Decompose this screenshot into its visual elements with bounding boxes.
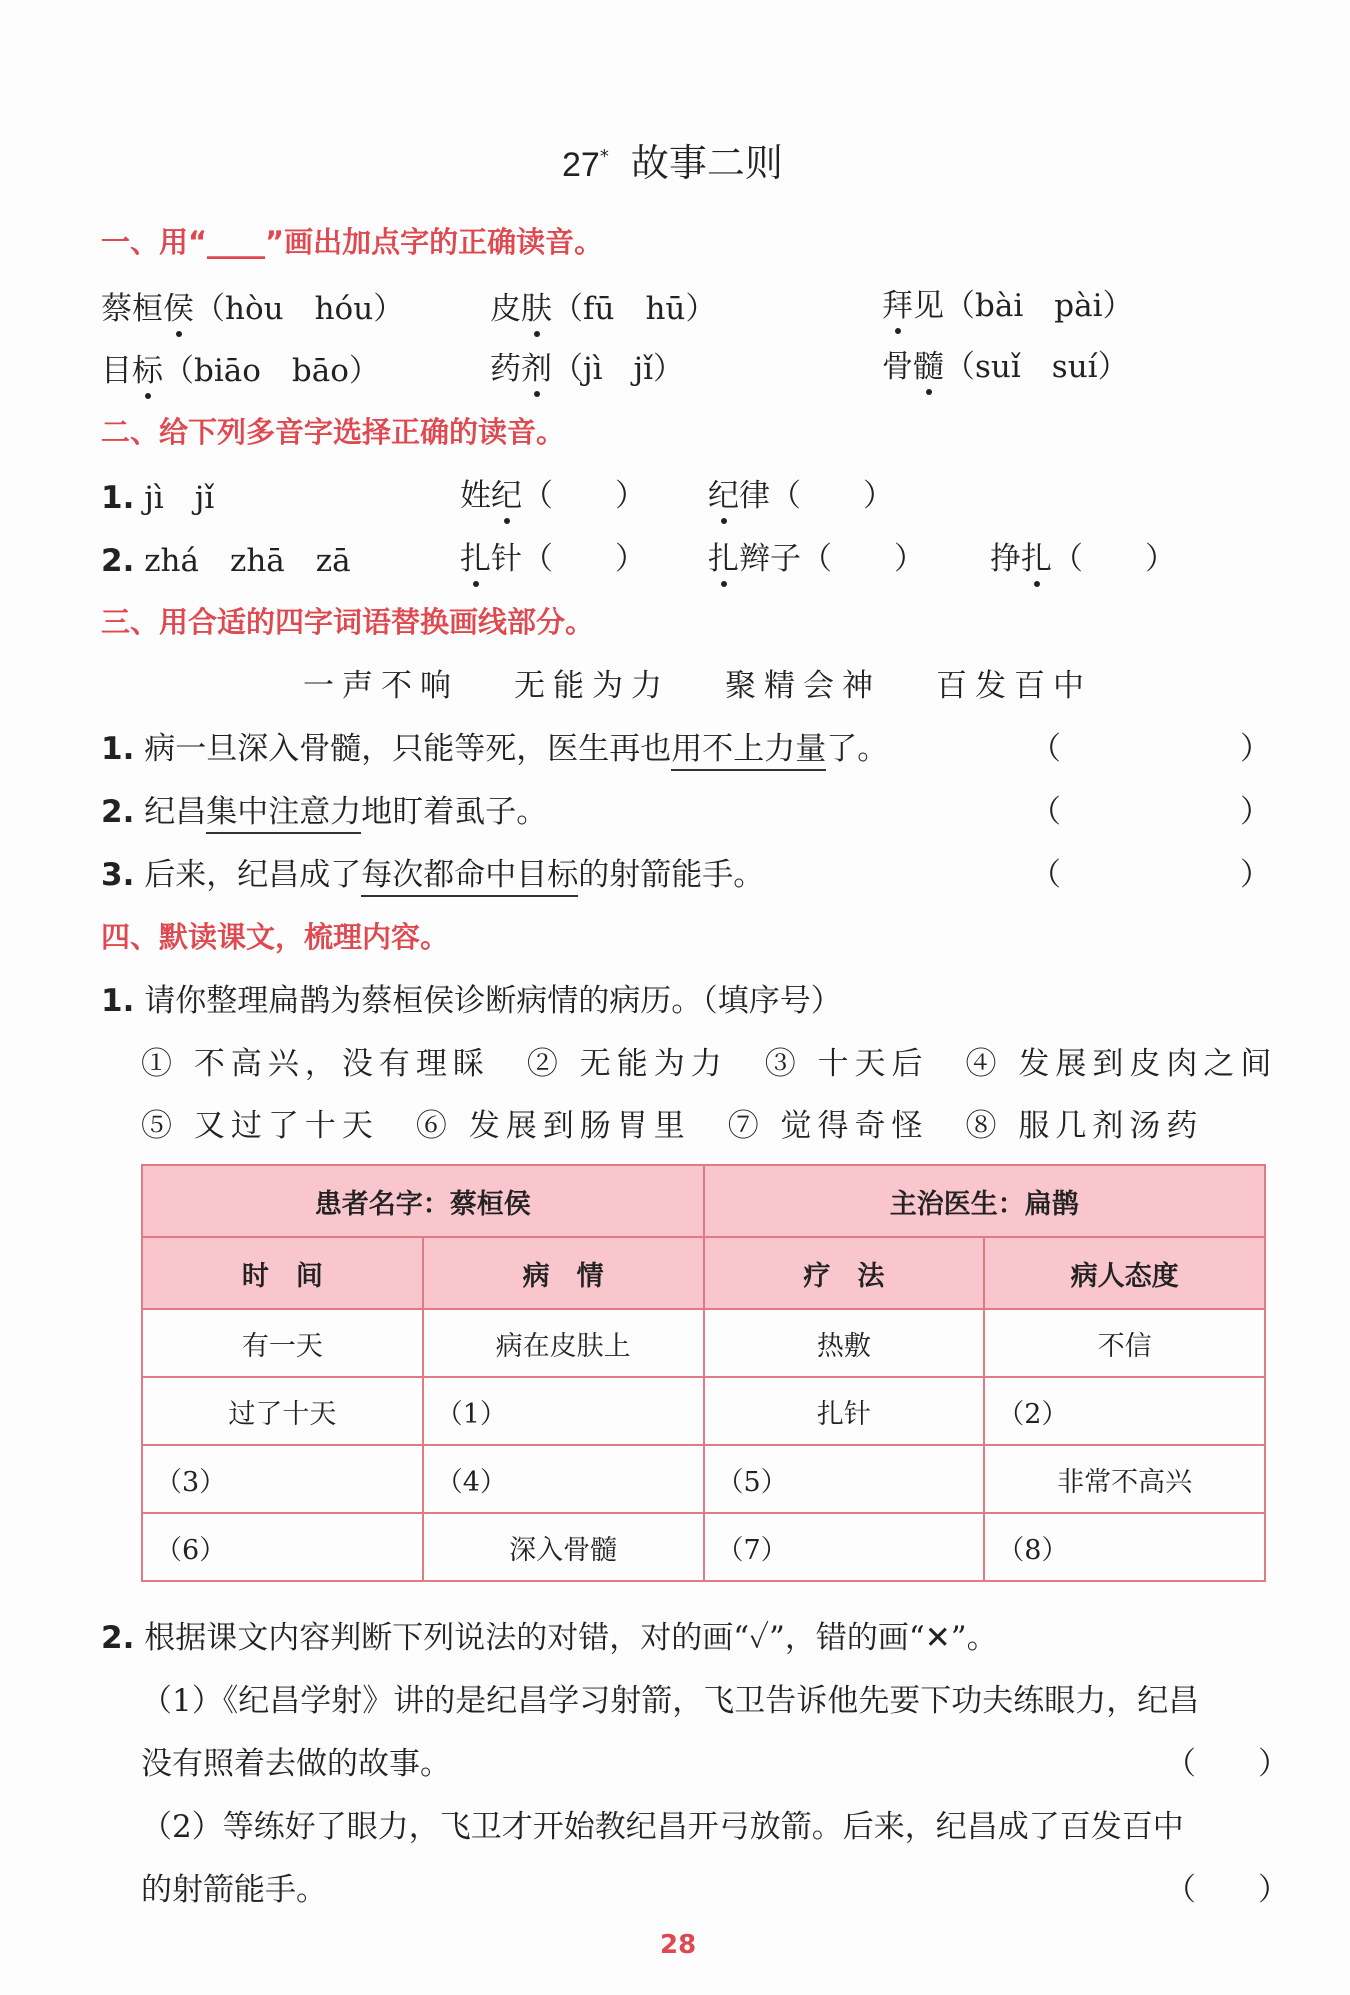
question-1: 1. 请你整理扁鹊为蔡桓侯诊断病情的病历。（填序号） <box>101 983 842 1019</box>
statement-2-line-2: 的射箭能手。 <box>141 1872 327 1908</box>
col-header-treatment: 疗 法 <box>704 1237 985 1309</box>
table-blank-cell[interactable]: （5） <box>704 1445 985 1513</box>
medical-record-table <box>141 1164 1266 1582</box>
table-cell: 深入骨髓 <box>423 1513 704 1581</box>
statement-1-line-2: 没有照着去做的故事。 <box>141 1746 451 1782</box>
table-blank-cell[interactable]: （7） <box>704 1513 985 1581</box>
question-2: 2. 根据课文内容判断下列说法的对错，对的画“✓”，错的画“✕”。 <box>101 1620 998 1656</box>
polyphone-row-1-options: 1. jì jǐ <box>101 480 215 516</box>
dotted-char: 拜 <box>882 280 913 325</box>
table-cell: 过了十天 <box>142 1377 423 1445</box>
table-cell: 不信 <box>984 1309 1265 1377</box>
section-4-heading: 四、默读课文，梳理内容。 <box>101 920 450 954</box>
polyphone-word-1: 姓纪（ ） <box>460 470 646 515</box>
word-bank-1: 一声不响 <box>303 668 459 704</box>
polyphone-word-5: 挣扎（ ） <box>990 533 1176 578</box>
word-bank-4: 百发百中 <box>936 668 1092 704</box>
table-blank-cell[interactable]: （8） <box>984 1513 1265 1581</box>
answer-bracket-left: （ <box>1030 857 1061 893</box>
polyphone-word-2: 纪律（ ） <box>708 470 894 515</box>
dotted-char: 标 <box>132 345 163 390</box>
table-cell: 病在皮肤上 <box>423 1309 704 1377</box>
judgement-bracket-2[interactable]: （ ） <box>1165 1872 1289 1908</box>
section-3-heading: 三、用合适的四字词语替换画线部分。 <box>101 605 595 639</box>
judgement-bracket-1[interactable]: （ ） <box>1165 1746 1289 1782</box>
table-header-row <box>142 1165 1265 1237</box>
options-row-1: ① 不高兴，没有理睬 ② 无能为力 ③ 十天后 ④ 发展到皮肉之间 <box>141 1046 1278 1082</box>
pinyin-item-5: 药剂（jì jǐ） <box>490 343 684 388</box>
dotted-char: 髓 <box>913 341 944 386</box>
replace-item-3: 3. 后来，纪昌成了每次都命中目标的射箭能手。 <box>101 849 764 894</box>
table-cell: 有一天 <box>142 1309 423 1377</box>
section-2-heading: 二、给下列多音字选择正确的读音。 <box>101 415 566 449</box>
page-title <box>562 132 783 187</box>
table-row <box>142 1445 1265 1513</box>
pinyin-item-1: 蔡桓侯（hòu hóu） <box>101 283 404 328</box>
polyphone-word-3: 扎针（ ） <box>460 533 646 578</box>
table-cell: 热敷 <box>704 1309 985 1377</box>
lesson-title: 故事二则 <box>630 141 783 185</box>
replace-item-2: 2. 纪昌集中注意力地盯着虱子。 <box>101 786 547 831</box>
dotted-char: 侯 <box>163 283 194 328</box>
answer-bracket-right: ） <box>1240 794 1271 830</box>
options-row-2: ⑤ 又过了十天 ⑥ 发展到肠胃里 ⑦ 觉得奇怪 ⑧ 服几剂汤药 <box>141 1108 1204 1144</box>
table-row <box>142 1309 1265 1377</box>
doctor-name-cell: 主治医生：扁鹊 <box>704 1165 1266 1237</box>
section-1-heading: 一、用“____”画出加点字的正确读音。 <box>101 225 604 259</box>
statement-2-line-1: （2）等练好了眼力，飞卫才开始教纪昌开弓放箭。后来，纪昌成了百发百中 <box>141 1809 1184 1845</box>
lesson-mark: * <box>599 146 609 168</box>
pinyin-item-2: 皮肤（fū hū） <box>490 283 716 328</box>
col-header-attitude: 病人态度 <box>984 1237 1265 1309</box>
word-bank-3: 聚精会神 <box>725 668 881 704</box>
dotted-char: 肤 <box>521 283 552 328</box>
dotted-char: 剂 <box>521 343 552 388</box>
replace-item-1: 1. 病一旦深入骨髓，只能等死，医生再也用不上力量了。 <box>101 723 888 768</box>
table-blank-cell[interactable]: （3） <box>142 1445 423 1513</box>
pinyin-item-3: 拜见（bài pài） <box>882 280 1133 325</box>
col-header-time: 时 间 <box>142 1237 423 1309</box>
pinyin-item-4: 目标（biāo bāo） <box>101 345 380 390</box>
word-bank-2: 无能为力 <box>514 668 670 704</box>
page-number: 28 <box>660 1930 697 1960</box>
lesson-number: 27 <box>562 146 600 184</box>
table-cell: 扎针 <box>704 1377 985 1445</box>
pinyin-item-6: 骨髓（suǐ suí） <box>882 341 1129 386</box>
polyphone-row-2-options: 2. zhá zhā zā <box>101 543 351 579</box>
table-cell: 非常不高兴 <box>984 1445 1265 1513</box>
table-row <box>142 1377 1265 1445</box>
table-row <box>142 1513 1265 1581</box>
col-header-condition: 病 情 <box>423 1237 704 1309</box>
answer-bracket-left: （ <box>1030 794 1061 830</box>
answer-bracket-right: ） <box>1240 731 1271 767</box>
statement-1-line-1: （1）《纪昌学射》讲的是纪昌学习射箭，飞卫告诉他先要下功夫练眼力，纪昌 <box>141 1683 1200 1719</box>
answer-bracket-left: （ <box>1030 731 1061 767</box>
table-column-headers <box>142 1237 1265 1309</box>
polyphone-word-4: 扎辫子（ ） <box>708 533 925 578</box>
table-blank-cell[interactable]: （1） <box>423 1377 704 1445</box>
table-blank-cell[interactable]: （4） <box>423 1445 704 1513</box>
table-blank-cell[interactable]: （2） <box>984 1377 1265 1445</box>
patient-name-cell: 患者名字：蔡桓侯 <box>142 1165 704 1237</box>
answer-bracket-right: ） <box>1240 857 1271 893</box>
table-blank-cell[interactable]: （6） <box>142 1513 423 1581</box>
